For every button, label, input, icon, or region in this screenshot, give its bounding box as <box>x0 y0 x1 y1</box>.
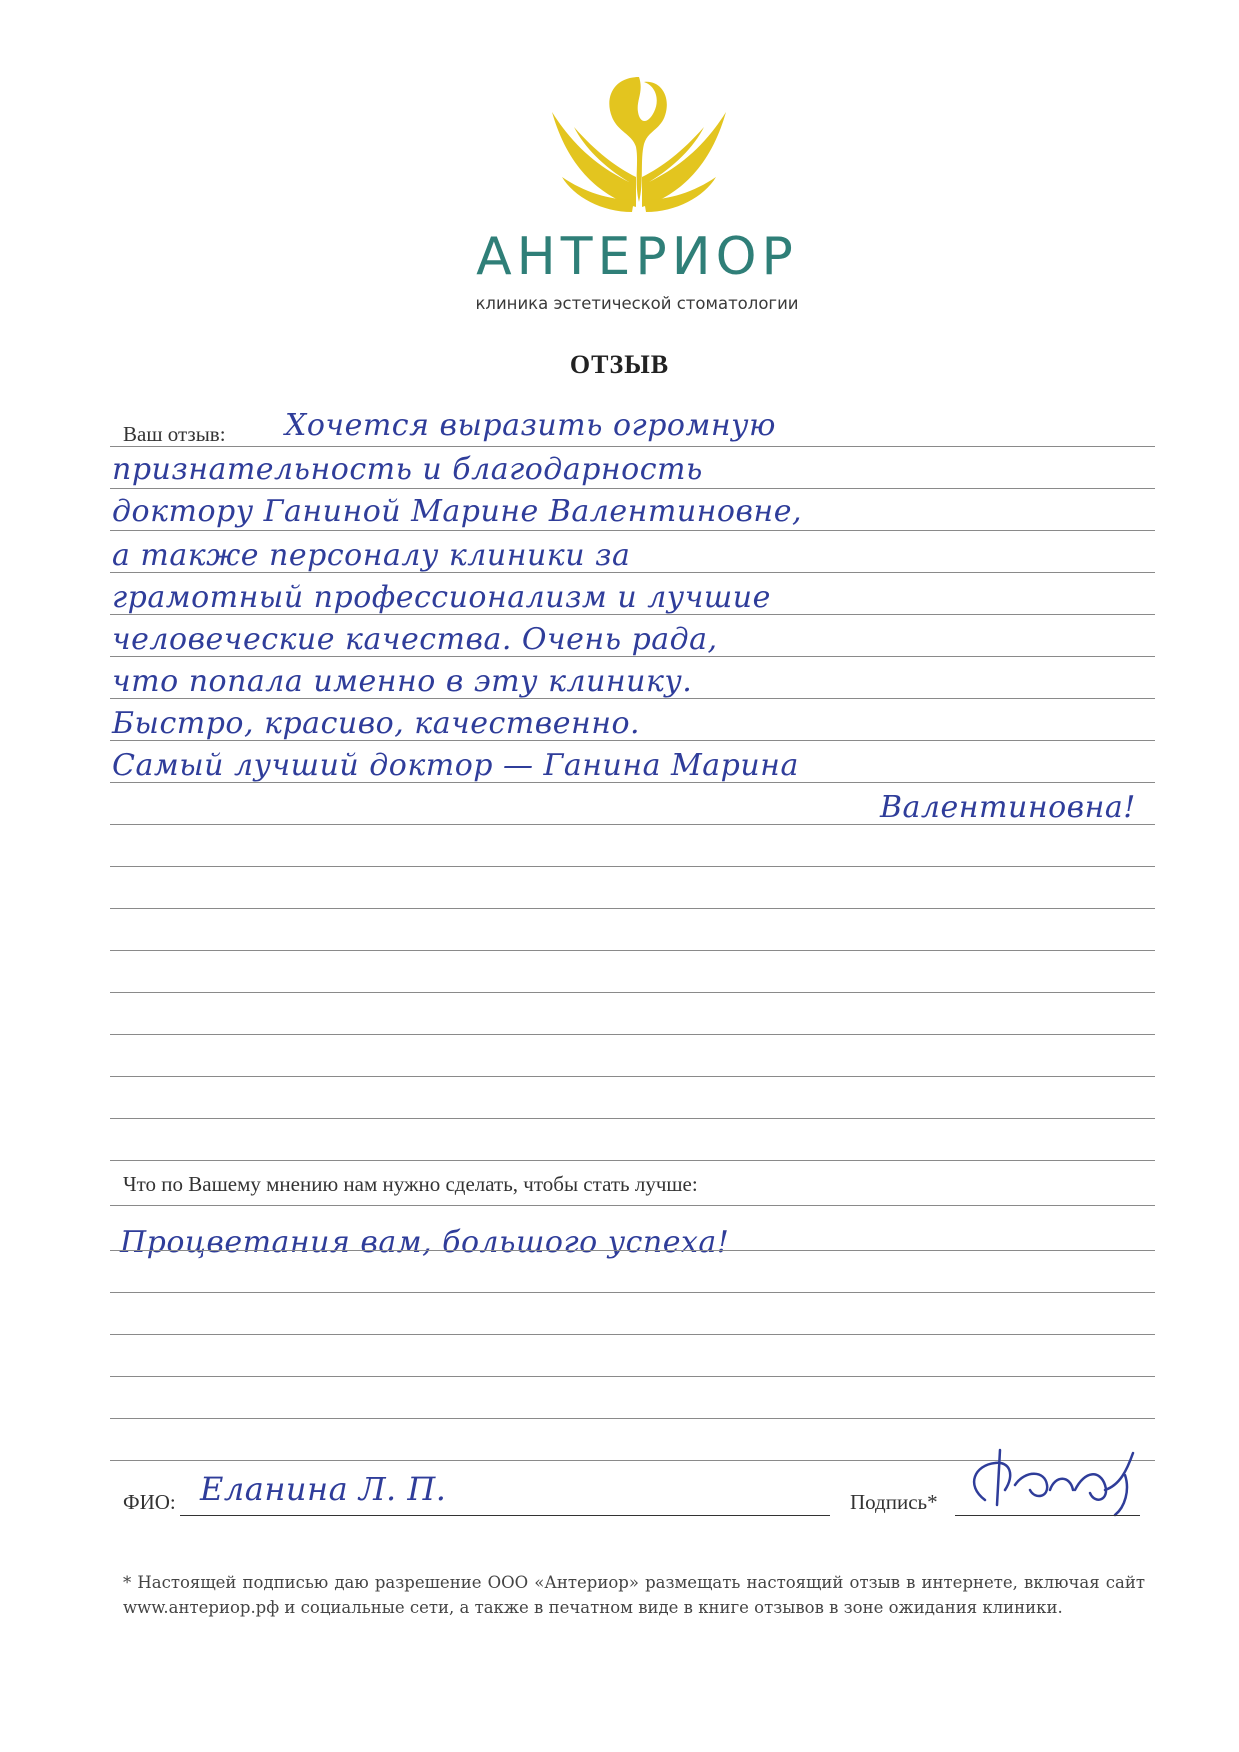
consent-disclaimer: * Настоящей подписью даю разрешение ООО «Антериор» размещать настоящий отзыв в интернете, включая сайт www.антериор.рф и социальные сети, а также в печатном виде в книге отзывов в зоне ожидания клиники. <box>123 1573 1145 1617</box>
ruled-line <box>110 572 1155 573</box>
ruled-line <box>110 866 1155 867</box>
review-line: что попала именно в эту клинику. <box>112 664 693 699</box>
ruled-line <box>110 740 1155 741</box>
form-title: ОТЗЫВ <box>569 350 670 379</box>
review-line: Хочется выразить огромную <box>285 408 776 443</box>
name-line <box>180 1515 830 1516</box>
ruled-line <box>110 1334 1155 1335</box>
ruled-line <box>110 530 1155 531</box>
name-label: ФИО: <box>123 1490 176 1514</box>
ruled-line <box>110 1118 1155 1119</box>
review-line: а также персоналу клиники за <box>112 538 631 573</box>
improve-label: Что по Вашему мнению нам нужно сделать, чтобы стать лучше: <box>123 1172 698 1196</box>
ruled-line <box>110 824 1155 825</box>
review-line: Самый лучший доктор — Ганина Марина <box>112 748 799 783</box>
review-line: признательность и благодарность <box>112 452 703 487</box>
ruled-line <box>110 1034 1155 1035</box>
ruled-line <box>110 992 1155 993</box>
ruled-line <box>110 1160 1155 1161</box>
tooth-wings-emblem-icon <box>544 72 734 222</box>
brand-tagline: клиника эстетической стоматологии <box>475 294 799 313</box>
review-line: Валентиновна! <box>880 790 1136 825</box>
signature-label: Подпись* <box>850 1490 938 1514</box>
review-line: доктору Ганиной Марине Валентиновне, <box>112 494 802 529</box>
review-line: Быстро, красиво, качественно. <box>112 706 641 741</box>
ruled-line <box>110 1250 1155 1251</box>
ruled-line <box>110 446 1155 447</box>
ruled-line <box>110 1418 1155 1419</box>
clinic-logo <box>462 72 812 322</box>
review-line: грамотный профессионализм и лучшие <box>112 580 771 615</box>
review-line: человеческие качества. Очень рада, <box>112 622 718 657</box>
review-label: Ваш отзыв: <box>123 422 226 446</box>
name-value: Еланина Л. П. <box>200 1470 447 1508</box>
ruled-line <box>110 1292 1155 1293</box>
ruled-line <box>110 656 1155 657</box>
ruled-line <box>110 908 1155 909</box>
ruled-line <box>110 1205 1155 1206</box>
ruled-line <box>110 782 1155 783</box>
ruled-line <box>110 488 1155 489</box>
brand-name: АНТЕРИОР <box>476 227 798 287</box>
ruled-line <box>110 950 1155 951</box>
ruled-line <box>110 1076 1155 1077</box>
ruled-line <box>110 698 1155 699</box>
signature-line <box>955 1515 1140 1516</box>
ruled-line <box>110 614 1155 615</box>
ruled-line <box>110 1376 1155 1377</box>
handwritten-signature <box>955 1445 1145 1520</box>
improve-answer: Процветания вам, большого успеха! <box>120 1225 730 1260</box>
